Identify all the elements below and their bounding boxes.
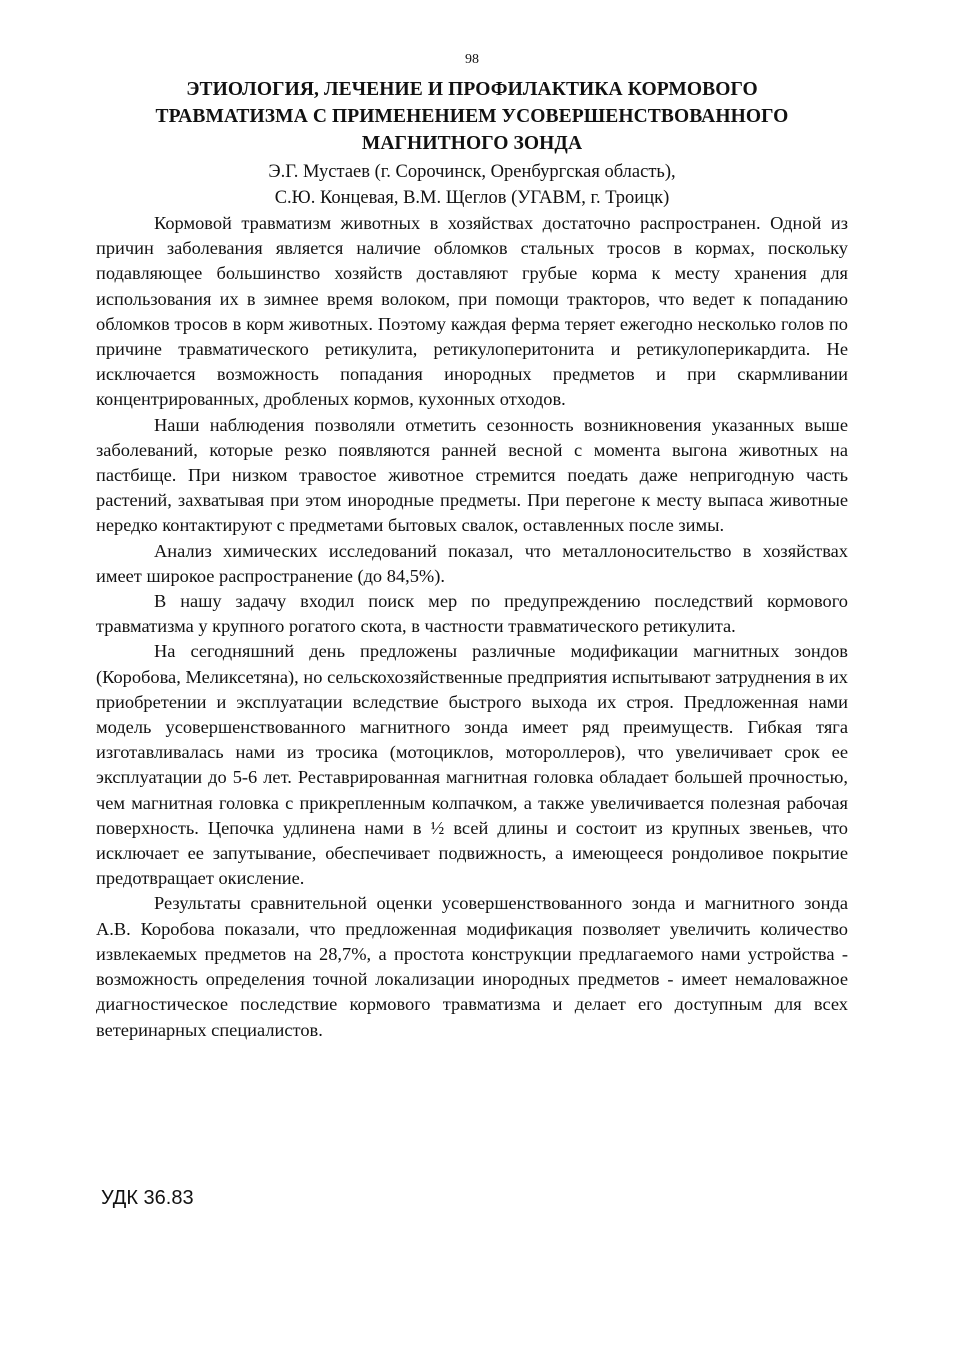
title-line-1: ЭТИОЛОГИЯ, ЛЕЧЕНИЕ И ПРОФИЛАКТИКА КОРМОВОГО [186,79,758,100]
title-line-2: ТРАВМАТИЗМА С ПРИМЕНЕНИЕМ УСОВЕРШЕНСТВОВАННОГО [155,106,789,127]
udk-code: УДК 36.83 [101,1187,194,1209]
paragraph-2: Наши наблюдения позволяли отметить сезонность возникновения указанных выше заболеваний, которые резко появляются ранней весной с момента выгона животных на пастбище. При низком травостое животное стремится поедать даже непригодную часть растений, захватывая при этом инородные предметы. При перегоне к месту выпаса животные нередко контактируют с предметами бытовых свалок, оставленных после зимы. [96,414,848,536]
paragraph-5: На сегодняшний день предложены различные модификации магнитных зондов (Коробова, Меликсетяна), но сельскохозяйственные предприятия испытывают затруднения в их приобретении и эксплуатации вследствие быстрого выхода их строя. Предложенная нами модель усовершенствованного магнитного зонда имеет ряд преимуществ. Гибкая тяга изготавливалась нами из тросика (мотоциклов, мотороллеров), что увеличивает срок ее эксплуатации до 5-6 лет. Реставрированная магнитная головка обладает большей прочностью, чем магнитная головка с прикрепленным колпачком, а также увеличивается полезная рабочая поверхность. Цепочка удлинена нами в ½ всей длины и состоит из крупных звеньев, что исключает ее запутывание, обеспечивает подвижность, а имеющееся рондоливое покрытие предотвращает окисление. [96,641,848,889]
article-body [96,211,848,1043]
title-line-3: МАГНИТНОГО ЗОНДА [361,133,583,154]
page-number: 98 [465,52,479,67]
paragraph-4: В нашу задачу входил поиск мер по предупреждению последствий кормового травматизма у крупного рогатого скота, в частности травматического ретикулита. [96,591,848,637]
author-line-2: С.Ю. Концевая, В.М. Щеглов (УГАВМ, г. Троицк) [274,188,670,208]
author-line-1: Э.Г. Мустаев (г. Сорочинск, Оренбургская область), [268,162,676,182]
paragraph-1: Кормовой травматизм животных в хозяйствах достаточно распространен. Одной из причин заболевания является наличие обломков стальных тросов в кормах, поскольку подавляющее большинство хозяйств доставляют грубые корма к месту хранения для использования их в зимнее время волоком, при помощи тракторов, что ведет к попаданию обломков тросов в корм животных. Поэтому каждая ферма теряет ежегодно несколько голов по причине травматического ретикулита, ретикулоперитонита и ретикулоперикардита. Не исключается возможность попадания инородных предметов и при скармливании концентрированных, дробленых кормов, кухонных отходов. [96,213,848,410]
paragraph-6: Результаты сравнительной оценки усовершенствованного зонда и магнитного зонда А.В. Коробова показали, что предложенная модификация позволяет увеличить количество извлекаемых предметов на 28,7%, а простота конструкции предлагаемого нами устройства - возможность определения точной локализации инородных предметов - имеет немаловажное диагностическое последствие кормового травматизма и делает его доступным для всех ветеринарных специалистов. [96,893,848,1040]
authors-block [96,159,848,211]
paragraph-3: Анализ химических исследований показал, что металлоносительство в хозяйствах имеет широкое распространение (до 84,5%). [96,540,848,586]
document-page [96,50,848,1043]
article-title [96,76,848,157]
